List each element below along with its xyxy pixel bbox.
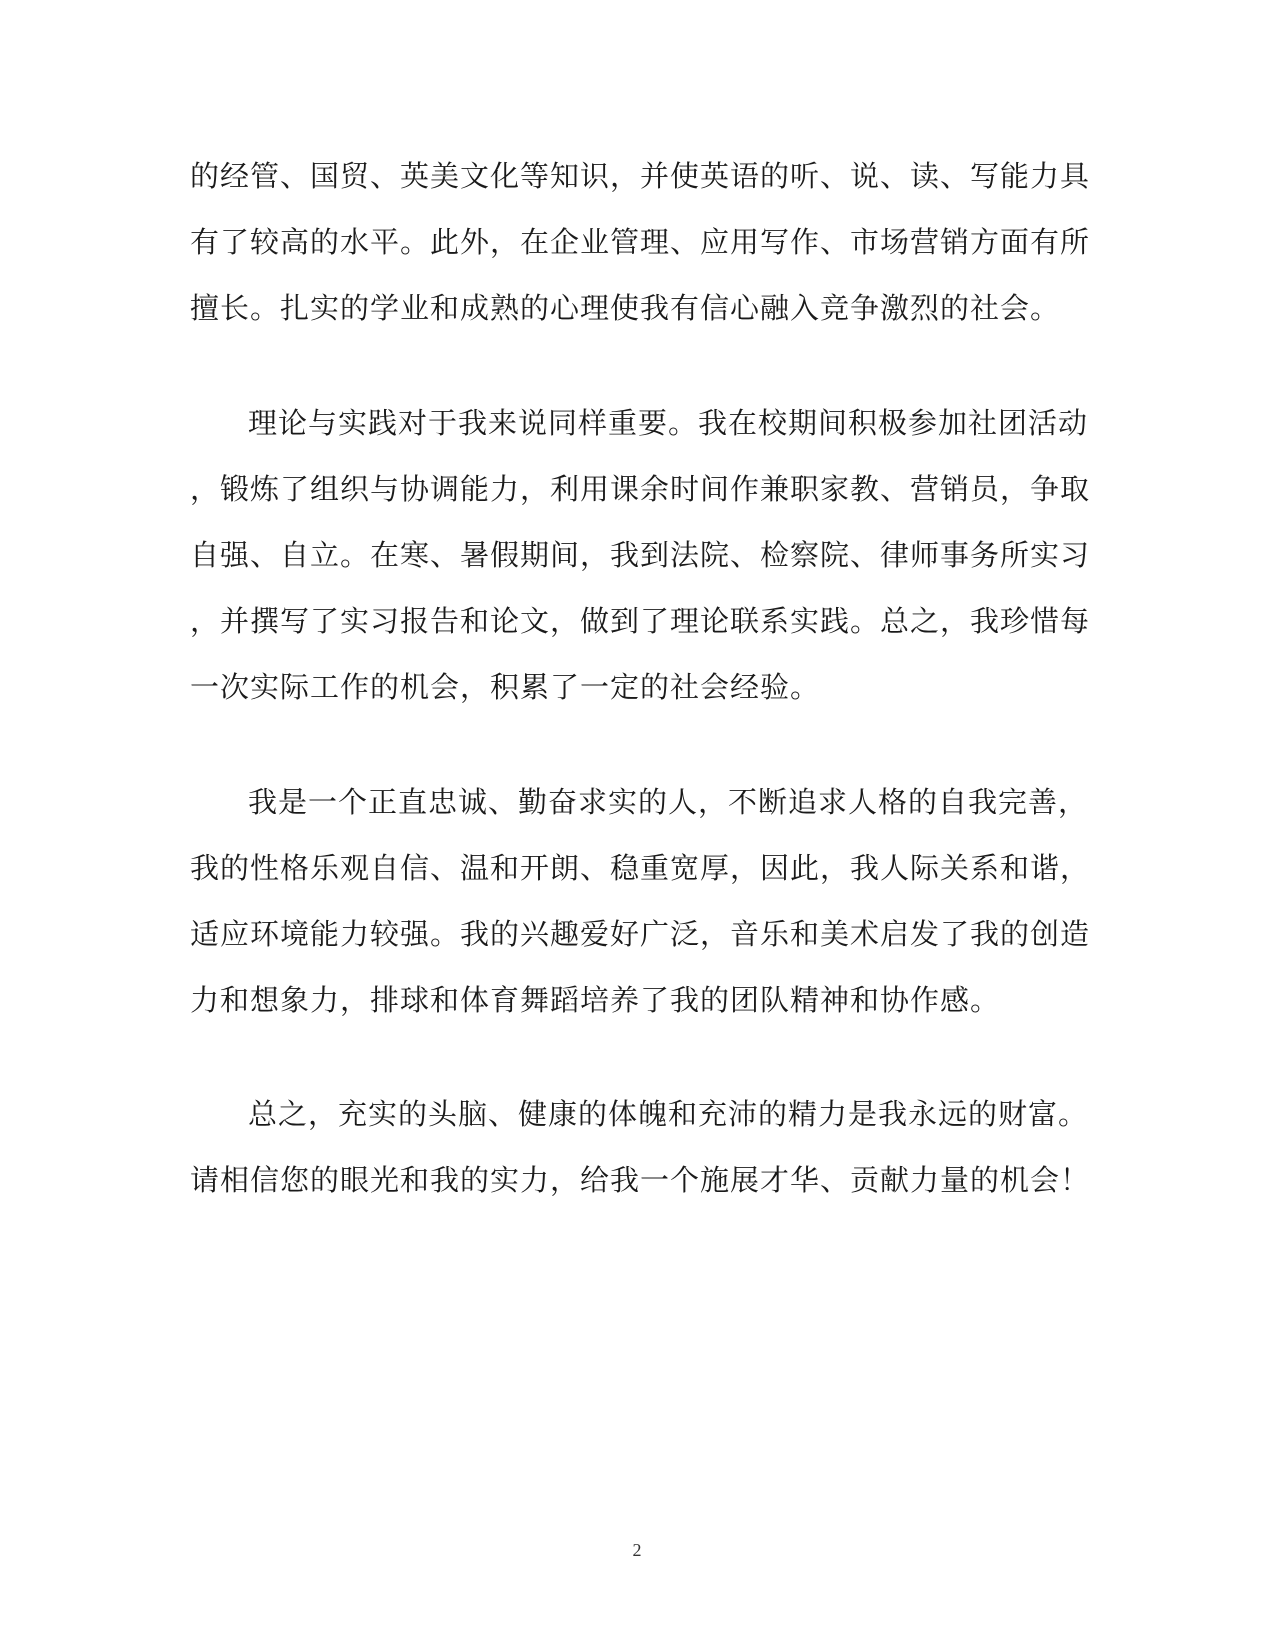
- paragraph-line: 总之，充实的头脑、健康的体魄和充沛的精力是我永远的财富。: [248, 1097, 1089, 1131]
- page-number: 2: [632, 1540, 642, 1560]
- paragraph-line: 自强、自立。在寒、暑假期间，我到法院、检察院、律师事务所实习: [190, 538, 1091, 572]
- paragraph-line: 有了较高的水平。此外，在企业管理、应用写作、市场营销方面有所: [190, 225, 1091, 259]
- paragraph-line: 力和想象力，排球和体育舞蹈培养了我的团队精神和协作感。: [190, 983, 1001, 1017]
- paragraph-line: 一次实际工作的机会，积累了一定的社会经验。: [190, 670, 821, 704]
- paragraph-4: [190, 1081, 1090, 1213]
- paragraph-line: 的经管、国贸、英美文化等知识，并使英语的听、说、读、写能力具: [190, 159, 1091, 193]
- paragraph-line: 适应环境能力较强。我的兴趣爱好广泛，音乐和美术启发了我的创造: [190, 917, 1091, 951]
- paragraph-line: 擅长。扎实的学业和成熟的心理使我有信心融入竞争激烈的社会。: [190, 291, 1061, 325]
- paragraph-2: [190, 390, 1090, 720]
- paragraph-1: [190, 143, 1090, 341]
- paragraph-line: 理论与实践对于我来说同样重要。我在校期间积极参加社团活动: [248, 406, 1089, 440]
- paragraph-line: 我是一个正直忠诚、勤奋求实的人，不断追求人格的自我完善，: [248, 785, 1089, 819]
- paragraph-3: [190, 769, 1090, 1033]
- paragraph-line: 我的性格乐观自信、温和开朗、稳重宽厚，因此，我人际关系和谐，: [190, 851, 1091, 885]
- paragraph-line: ，并撰写了实习报告和论文，做到了理论联系实践。总之，我珍惜每: [190, 604, 1091, 638]
- paragraph-line: 请相信您的眼光和我的实力，给我一个施展才华、贡献力量的机会！: [190, 1163, 1091, 1197]
- paragraph-line: ，锻炼了组织与协调能力，利用课余时间作兼职家教、营销员，争取: [190, 472, 1091, 506]
